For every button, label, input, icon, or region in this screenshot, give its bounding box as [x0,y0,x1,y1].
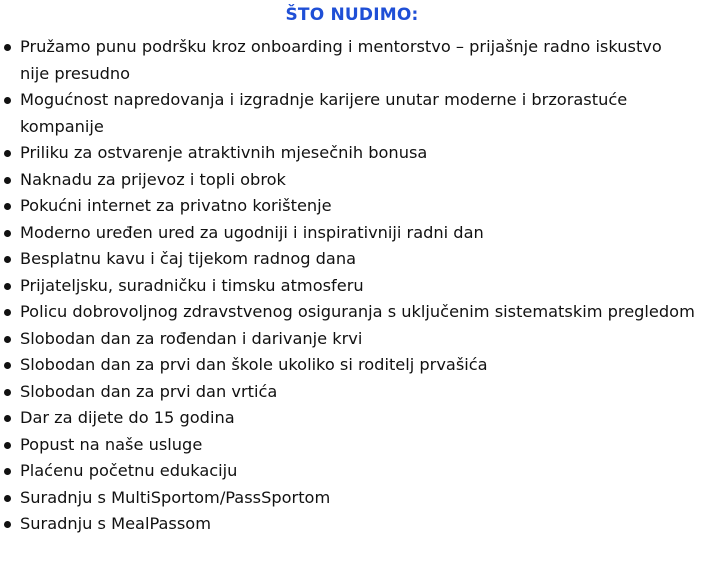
list-item [0,326,704,353]
list-item [0,458,704,485]
list-item [0,167,704,194]
list-item [0,299,704,326]
list-item [0,34,704,87]
list-item-text: Priliku za ostvarenje atraktivnih mjesečnih bonusa [20,143,428,162]
list-item [0,87,704,140]
bullet-icon [4,177,11,184]
bullet-icon [4,495,11,502]
list-item [0,352,704,379]
list-item-text: Slobodan dan za prvi dan škole ukoliko si roditelj prvašića [20,355,488,374]
bullet-icon [4,442,11,449]
list-item [0,379,704,406]
benefits-list [0,34,704,538]
list-item-text: Moderno uređen ured za ugodniji i inspirativniji radni dan [20,222,484,242]
list-item-text: Plaćenu početnu edukaciju [20,461,238,480]
bullet-icon [4,362,11,369]
list-item-text: Besplatnu kavu i čaj tijekom radnog dana [20,249,357,268]
list-item [0,405,704,432]
list-item [0,193,704,220]
list-item-text: Slobodan dan za prvi dan vrtića [20,381,278,401]
bullet-icon [4,150,11,157]
list-item-text: Naknadu za prijevoz i topli obrok [20,169,286,189]
list-item-text: Suradnju s MealPassom [20,514,211,533]
bullet-icon [4,468,11,475]
list-item [0,140,704,167]
bullet-icon [4,44,11,51]
bullet-icon [4,415,11,422]
list-item-text: Popust na naše usluge [20,434,203,454]
list-item-text: Dar za dijete do 15 godina [20,408,235,427]
list-item-text: Mogućnost napredovanja i izgradnje karijere unutar moderne i brzorastuće kompanije [20,90,628,136]
list-item [0,273,704,300]
section-heading: ŠTO NUDIMO: [285,5,419,25]
bullet-icon [4,521,11,528]
bullet-icon [4,309,11,316]
list-item-text: Slobodan dan za rođendan i darivanje krvi [20,328,363,348]
list-item [0,246,704,273]
list-item [0,485,704,512]
bullet-icon [4,203,11,210]
bullet-icon [4,230,11,237]
list-item [0,432,704,459]
bullet-icon [4,256,11,263]
list-item [0,220,704,247]
bullet-icon [4,389,11,396]
bullet-icon [4,336,11,343]
list-item-text: Policu dobrovoljnog zdravstvenog osiguranja s uključenim sistematskim pregledom [20,302,695,321]
list-item-text: Pokućni internet za privatno korištenje [20,196,332,215]
bullet-icon [4,283,11,290]
list-item [0,511,704,538]
list-item-text: Pružamo punu podršku kroz onboarding i mentorstvo – prijašnje radno iskustvo nije presudno [20,37,662,83]
list-item-text: Suradnju s MultiSportom/PassSportom [20,487,331,507]
list-item-text: Prijateljsku, suradničku i timsku atmosferu [20,275,364,295]
bullet-icon [4,97,11,104]
